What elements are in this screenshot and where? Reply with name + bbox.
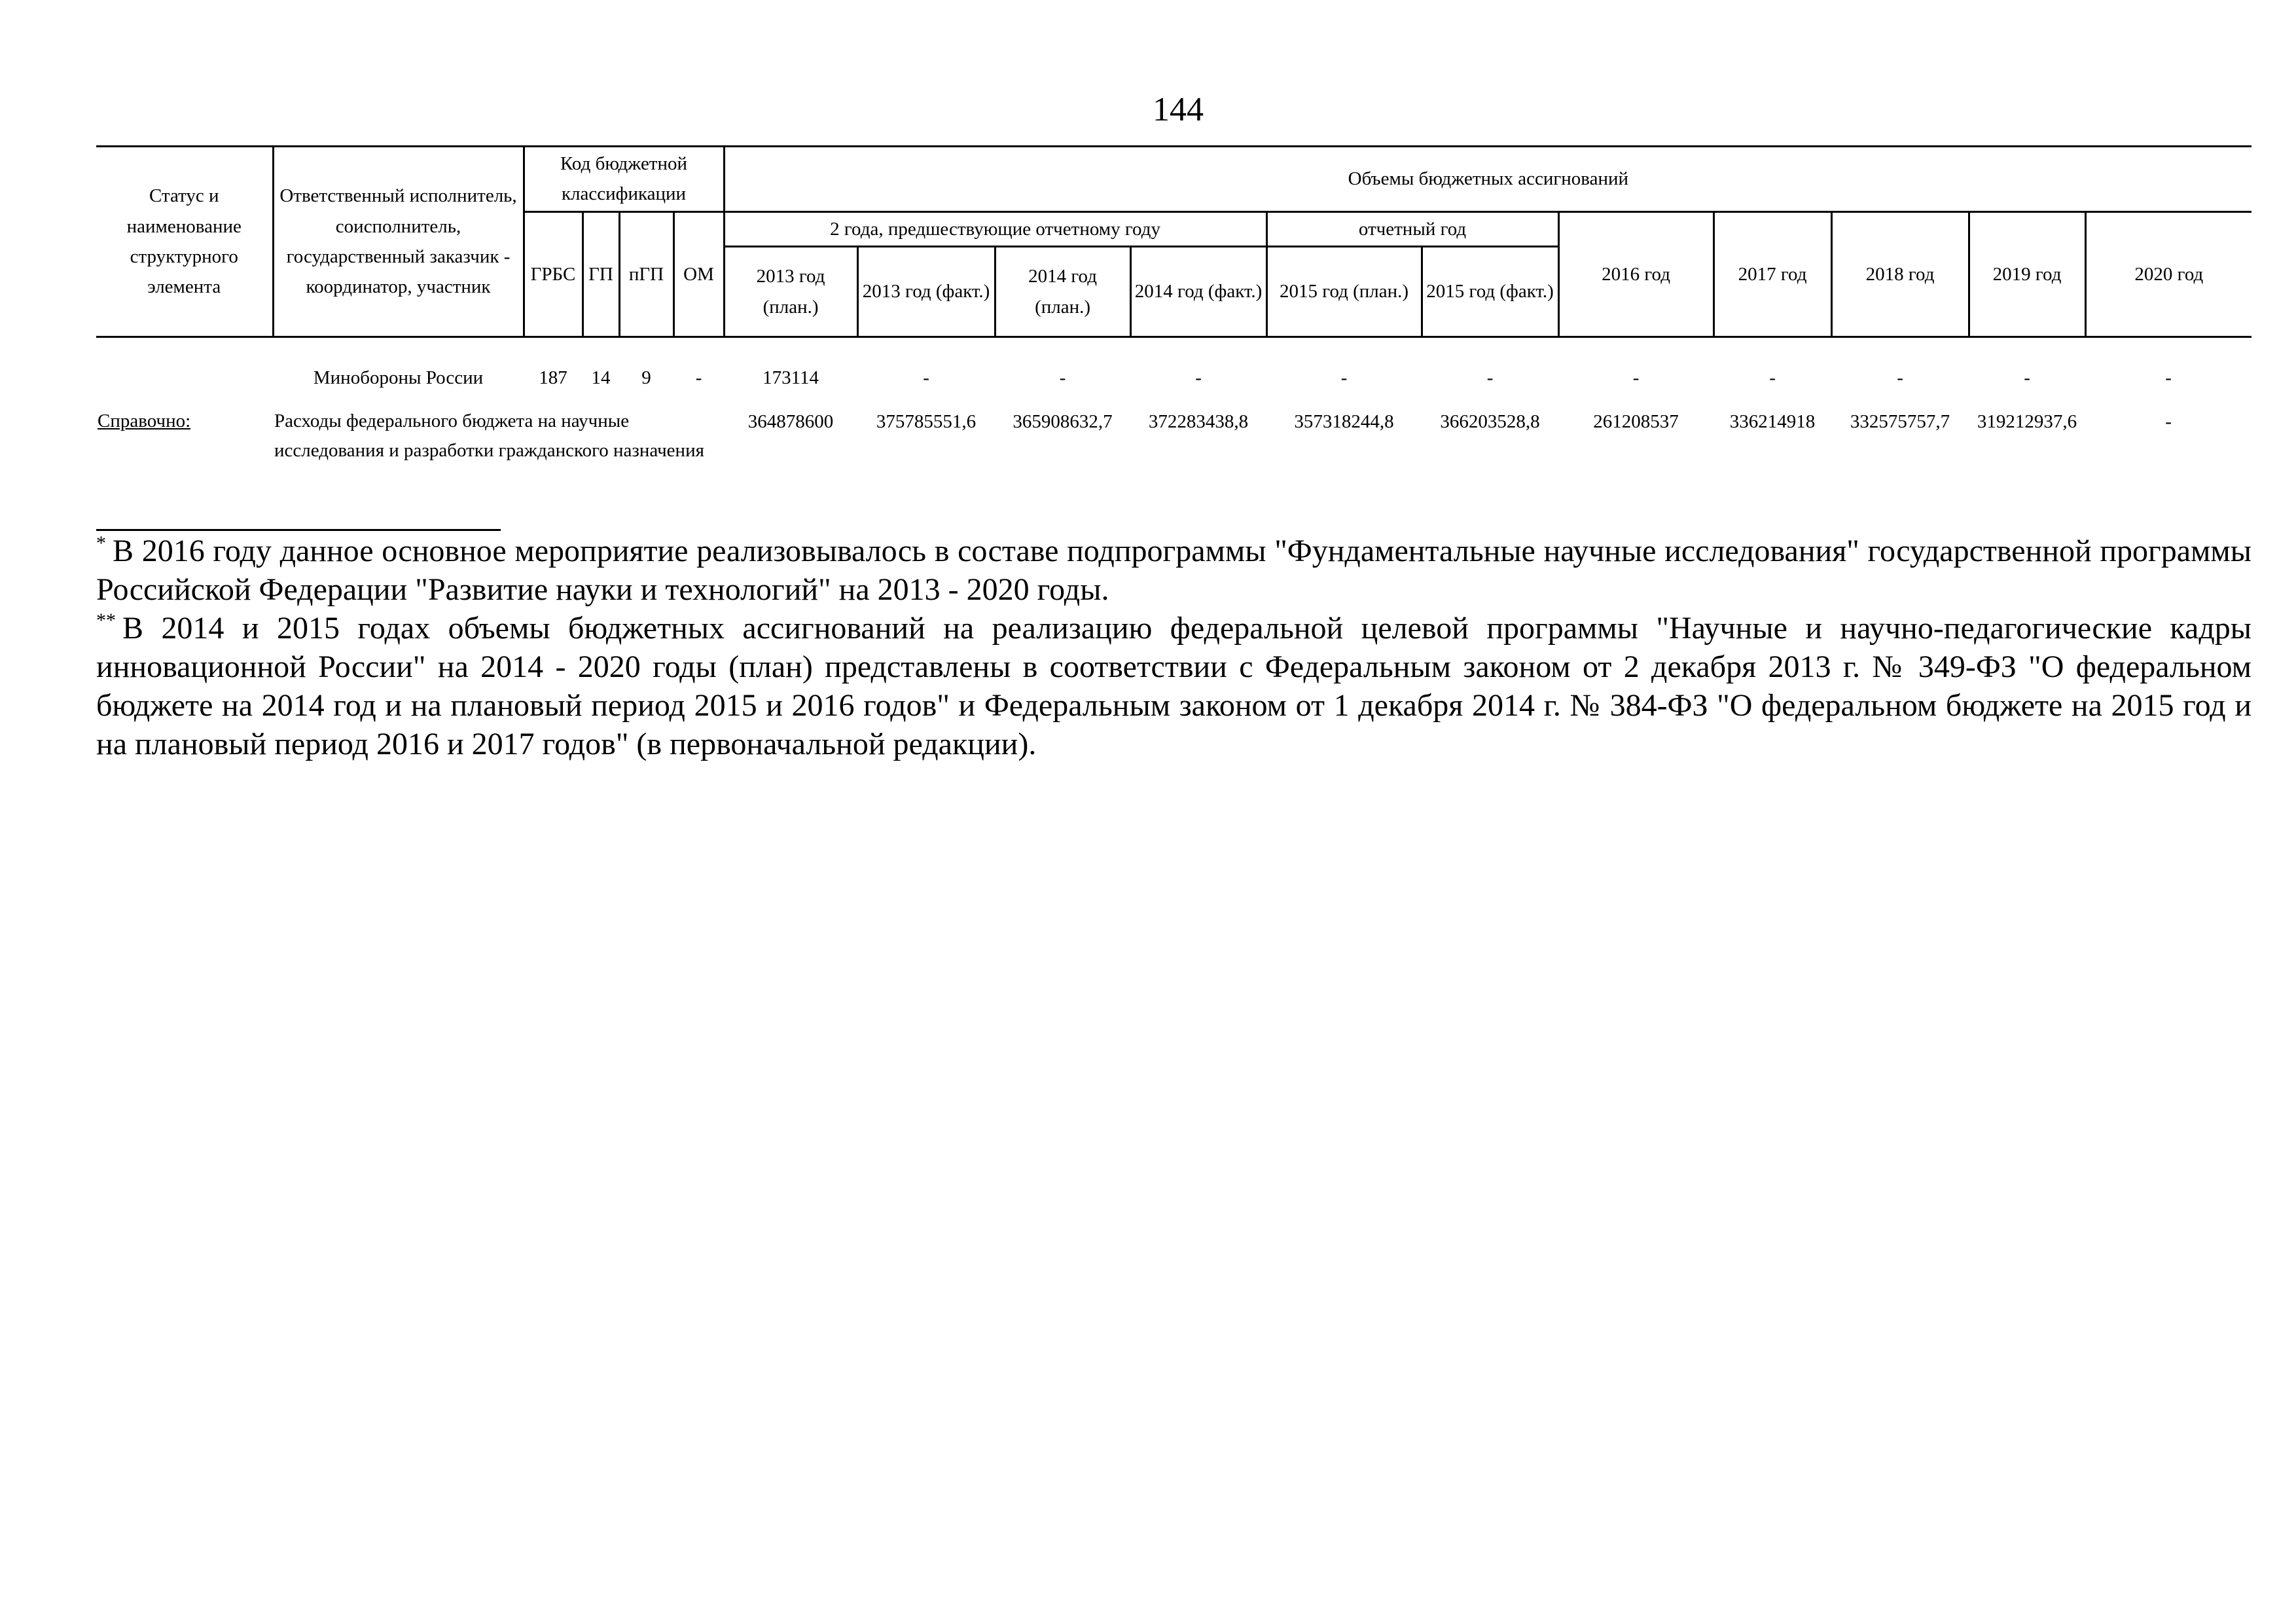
cell-2016: 261208537 xyxy=(1593,410,1679,432)
cell-2016: - xyxy=(1632,367,1640,389)
cell-2013-plan: 173114 xyxy=(762,367,819,389)
header-2013-plan: 2013 год (план.) xyxy=(724,247,857,337)
page-number: 144 xyxy=(1153,91,1204,128)
header-2014-plan: 2014 год (план.) xyxy=(995,247,1130,337)
header-pgp: пГП xyxy=(619,211,673,337)
cell-2015-fact: - xyxy=(1486,367,1494,389)
header-grbs: ГРБС xyxy=(524,211,583,337)
cell-2013-fact: - xyxy=(923,367,929,389)
header-2018: 2018 год xyxy=(1831,211,1969,337)
header-2015-fact: 2015 год (факт.) xyxy=(1422,247,1558,337)
header-2013-fact: 2013 год (факт.) xyxy=(857,247,995,337)
footnotes xyxy=(96,532,2251,763)
header-gp: ГП xyxy=(583,211,619,337)
table-row xyxy=(96,337,2251,393)
header-2016: 2016 год xyxy=(1558,211,1713,337)
header-status: Статус и наименование структурного элемента xyxy=(96,147,273,337)
header-2017: 2017 год xyxy=(1713,211,1831,337)
header-reporting-year: отчетный год xyxy=(1266,211,1558,246)
cell-2019: - xyxy=(2024,367,2030,389)
header-2020: 2020 год xyxy=(2085,211,2251,337)
footnote-2 xyxy=(96,609,2251,763)
header-prev-two-years: 2 года, предшествующие отчетному году xyxy=(724,211,1266,246)
header-2014-fact: 2014 год (факт.) xyxy=(1130,247,1266,337)
header-om: ОМ xyxy=(673,211,724,337)
row-status xyxy=(96,337,273,393)
row-om: - xyxy=(695,367,702,389)
row-pgp: 9 xyxy=(641,367,651,389)
cell-2014-fact: - xyxy=(1195,367,1202,389)
table-row xyxy=(96,393,2251,465)
cell-2019: 319212937,6 xyxy=(1977,410,2077,432)
cell-2014-plan: - xyxy=(1059,367,1066,389)
header-budget-code: Код бюджетной классификации xyxy=(524,147,724,212)
budget-table xyxy=(96,145,2251,465)
footnote-1-text: В 2016 году данное основное мероприятие реализовывалось в составе подпрограммы "Фундаментальные научные исследования" государственной программы Российской Федерации "Развитие науки и технологий" на 2013 - 2020 годы. xyxy=(96,534,2251,608)
cell-2017: - xyxy=(1769,367,1776,389)
cell-2013-fact: 375785551,6 xyxy=(876,410,977,432)
footnote-1 xyxy=(96,532,2251,609)
header-volumes: Объемы бюджетных ассигнований xyxy=(724,147,2251,212)
row-gp: 14 xyxy=(591,367,611,389)
cell-2018: 332575757,7 xyxy=(1850,410,1950,432)
cell-2015-plan: 357318244,8 xyxy=(1294,410,1394,432)
cell-2015-fact: 366203528,8 xyxy=(1440,410,1540,432)
cell-2020: - xyxy=(2165,367,2172,389)
footnote-1-mark: * xyxy=(96,532,106,554)
cell-2017: 336214918 xyxy=(1729,410,1816,432)
footnote-2-mark: ** xyxy=(96,610,116,632)
header-2019: 2019 год xyxy=(1969,211,2085,337)
row-grbs: 187 xyxy=(539,367,567,389)
cell-2014-fact: 372283438,8 xyxy=(1148,410,1249,432)
footnote-2-text: В 2014 и 2015 годах объемы бюджетных ассигнований на реализацию федеральной целевой программы "Научные и научно-педагогические кадры инновационной России" на 2014 - 2020 годы (план) представлены в соответствии с Федеральным законом от 2 декабря 2013 г. № 349-ФЗ "О федеральном бюджете на 2014 год и на плановый период 2015 и 2016 годов" и Федеральным законом от 1 декабря 2014 г. № 384-ФЗ "О федеральном бюджете на 2015 год и на плановый период 2016 и 2017 годов" (в первоначальной редакции). xyxy=(96,611,2251,762)
cell-2015-plan: - xyxy=(1340,367,1348,389)
header-2015-plan: 2015 год (план.) xyxy=(1266,247,1422,337)
cell-2013-plan: 364878600 xyxy=(747,410,834,432)
header-executor: Ответственный исполнитель, соисполнитель, государственный заказчик - координатор, участник xyxy=(273,147,524,337)
cell-2020: - xyxy=(2165,410,2172,432)
cell-2014-plan: 365908632,7 xyxy=(1013,410,1113,432)
budget-table-container xyxy=(96,145,2251,465)
row-executor: Минобороны России xyxy=(313,367,484,389)
row-executor: Расходы федерального бюджета на научные исследования и разработки гражданского назначения xyxy=(274,410,704,461)
row-status: Справочно: xyxy=(98,410,191,431)
cell-2018: - xyxy=(1897,367,1903,389)
footnote-divider xyxy=(96,529,501,531)
